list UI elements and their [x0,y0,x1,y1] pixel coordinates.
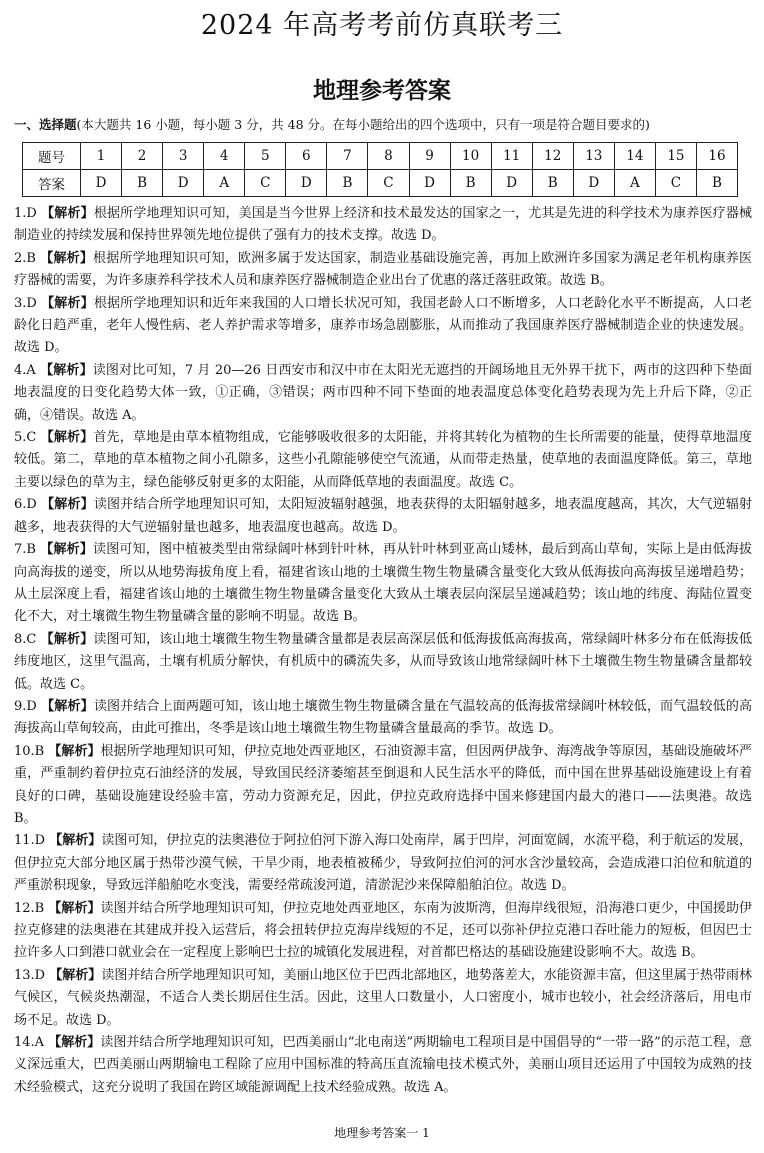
item-text: 读图并结合所学地理知识可知，美丽山地区位于巴西北部地区，地势落差大，水能资源丰富，但这里属于热带雨林气候区，气候炎热潮湿，不适合人类长期居住生活。因此，这里人口数量小，人口密度小，城市也较小，社会经济落后，用电市场不足。故选 D。 [14,967,752,1028]
answer-key-title: 地理参考答案 [313,78,451,104]
answer-cell: B [532,170,573,197]
question-number-cell: 10 [450,143,491,170]
analysis-tag: 【解析】 [49,833,102,849]
question-number-cell: 3 [163,143,204,170]
row-header-number: 题号 [23,143,81,170]
answer-cell: D [409,170,450,197]
item-text: 读图可知，该山地土壤微生物生物量磷含量都是表层高深层低和低海拔低高海拔高，常绿阔叶林多分布在低海拔低纬度地区，这里气温高，土壤有机质分解快，有机质中的磷流失多，从而导致该山地常绿阔叶林下土壤微生物生物量磷含量都较低。故选 C。 [14,631,752,692]
page-footer: 地理参考答案一 1 [334,1126,430,1140]
item-text: 根据所学地理知识可知，欧洲多属于发达国家，制造业基础设施完善，再加上欧洲许多国家为满足老年机构康养医疗器械的需要，为许多康养科学技术人员和康养医疗器械制造企业出台了优惠的落迁落驻政策。故选 B。 [14,250,752,289]
item-number: 5.C [14,430,37,446]
analysis-tag: 【解析】 [49,967,102,983]
explanation-item [14,830,752,897]
item-number: 13.D [14,967,46,983]
analysis-tag: 【解析】 [48,900,101,916]
exam-title: 2024 年高考考前仿真联考三 [200,10,564,41]
answer-cell: D [573,170,614,197]
analysis-tag: 【解析】 [41,497,94,513]
analysis-tag: 【解析】 [40,542,94,558]
question-number-cell: 1 [81,143,122,170]
item-text: 读图并结合所学地理知识可知，巴西美丽山“北电南送”两期输电工程项目是中国倡导的“一带一路”的示范工程，意义深远重大，巴西美丽山两期输电工程除了应用中国标准的特高压直流输电技术模式外，美丽山项目还运用了中国较为成熟的技术经验模式，这充分说明了我国在跨区域能源调配上技术经验成熟。故选 A。 [14,1035,752,1095]
analysis-tag: 【解析】 [40,250,94,266]
explanation-item [14,293,752,360]
item-number: 12.B [14,900,45,916]
explanation-item [14,965,752,1032]
answer-cell: B [327,170,368,197]
explanation-item [14,427,752,494]
question-number-cell: 11 [491,143,532,170]
item-number: 6.D [14,497,37,513]
item-text: 读图并结合所学地理知识可知，伊拉克地处西亚地区，东南为波斯湾，但海岸线很短，沿海港口更少，中国援助伊拉克修建的法奥港在其建成并投入运营后，将会扭转伊拉克海岸线短的不足，还可以弥补伊拉克港口吞吐能力的短板，但因巴士拉许多人口到港口就业会在一定程度上影响巴士拉的城镇化发展进程，对首都巴格达的基础设施建设影响不大。故选 B。 [14,900,752,961]
item-number: 2.B [14,250,36,266]
item-number: 14.A [14,1035,45,1051]
item-number: 3.D [14,295,37,311]
item-number: 10.B [14,743,45,759]
question-number-cell: 4 [204,143,245,170]
explanation-item [14,898,752,965]
item-text: 读图可知，图中植被类型由常绿阔叶林到针叶林，再从针叶林到亚高山矮林，最后到高山草甸，实际上是由低海拔向高海拔的递变，所以从地势海拔角度上看，福建省该山地的土壤微生物生物量磷含量变化大致从低海拔向高海拔呈递增趋势；从土层深度上看，福建省该山地的土壤微生物生物量磷含量变化大致从土壤表层向深层呈递减趋势；该山地的纬度、海陆位置变化不大，对土壤微生物生物量磷含量的影响不明显。故选 B。 [14,542,752,625]
explanation-list [14,203,752,1099]
item-text: 根据所学地理知识可知，伊拉克地处西亚地区，石油资源丰富，但因两伊战争、海湾战争等原因，基础设施破坏严重，严重制约着伊拉克石油经济的发展，导致国民经济萎缩甚至倒退和人民生活水平的降低，而中国在世界基础设施建设上有着良好的口碑，基础设施建设经验丰富，劳动力资源充足，因此，伊拉克政府选择中国来修建国内最大的港口——法奥港。故选 B。 [14,743,752,826]
question-number-cell: 6 [286,143,327,170]
item-number: 8.C [14,631,37,647]
question-number-cell: 15 [655,143,696,170]
explanation-item [14,696,752,741]
analysis-tag: 【解析】 [41,295,94,311]
question-number-cell: 13 [573,143,614,170]
item-text: 根据所学地理知识和近年来我国的人口增长状况可知，我国老龄人口不断增多，人口老龄化水平不断提高，人口老龄化日趋严重，老年人慢性病、老人养护需求等增多，康养市场急剧膨胀，从而推动了我国康养医疗器械制造企业的快速发展。故选 D。 [14,295,752,356]
answer-cell: B [450,170,491,197]
explanation-item [14,494,752,539]
section-intro [14,116,754,134]
question-number-cell: 2 [122,143,163,170]
section-note: (本大题共 16 小题，每小题 3 分，共 48 分。在每小题给出的四个选项中，只有一项是符合题目要求的) [76,117,650,132]
answer-row [23,170,738,197]
question-number-cell: 5 [245,143,286,170]
item-number: 4.A [14,362,36,378]
analysis-tag: 【解析】 [41,698,94,714]
analysis-tag: 【解析】 [40,362,93,378]
answer-cell: D [286,170,327,197]
item-text: 读图对比可知，7 月 20—26 日西安市和汉中市在太阳光无遮挡的开阔场地且无外界干扰下，两市的这四种下垫面地表温度的日变化趋势大体一致，①正确，③错误；两市四种不同下垫面的地表温度总体变化趋势表现为先上升后下降，②正确，④错误。故选 A。 [14,362,752,423]
question-number-cell: 16 [696,143,737,170]
item-text: 读图并结合所学地理知识可知，太阳短波辐射越强，地表获得的太阳辐射越多，地表温度越高，其次，大气逆辐射越多，地表获得的大气逆辐射量也越多，地表温度也越高。故选 D。 [14,497,752,535]
question-number-cell: 12 [532,143,573,170]
answer-cell: A [614,170,655,197]
explanation-item [14,203,752,248]
answer-cell: B [122,170,163,197]
explanation-item [14,360,752,427]
item-text: 根据所学地理知识可知，美国是当今世界上经济和技术最发达的国家之一，尤其是先进的科学技术为康养医疗器械制造业的持续发展和保持世界领先地位提供了强有力的技术支撑。故选 D。 [14,206,752,244]
answer-cell: B [696,170,737,197]
question-number-cell: 14 [614,143,655,170]
answer-cell: C [655,170,696,197]
item-text: 读图并结合上面两题可知，该山地土壤微生物生物量磷含量在气温较高的低海拔常绿阔叶林较低，而气温较低的高海拔高山草甸较高，由此可推出，冬季是该山地土壤微生物生物量磷含量最高的季节。故选 D。 [14,698,752,737]
item-number: 9.D [14,698,37,714]
explanation-item [14,539,752,629]
analysis-tag: 【解析】 [41,206,94,221]
answer-cell: A [204,170,245,197]
question-number-row [23,143,738,170]
answer-cell: D [163,170,204,197]
explanation-item [14,741,752,831]
question-number-cell: 8 [368,143,409,170]
item-number: 11.D [14,833,46,849]
analysis-tag: 【解析】 [48,743,101,759]
item-text: 首先，草地是由草本植物组成，它能够吸收很多的太阳能，并将其转化为植物的生长所需要的能量，使得草地温度较低。第二，草地的草本植物之间小孔隙多，这些小孔隙能够使空气流通，从而带走热量，使草地的表面温度降低。第三，草地主要以绿色的草为主，绿色能够反射更多的太阳能，从而降低草地的表面温度。故选 C。 [14,430,752,490]
analysis-tag: 【解析】 [40,631,94,647]
row-header-answer: 答案 [23,170,81,197]
analysis-tag: 【解析】 [48,1035,101,1051]
analysis-tag: 【解析】 [40,430,94,446]
answer-cell: C [368,170,409,197]
answer-cell: D [491,170,532,197]
explanation-item [14,1032,752,1099]
answer-cell: C [245,170,286,197]
explanation-item [14,248,752,293]
question-number-cell: 9 [409,143,450,170]
question-number-cell: 7 [327,143,368,170]
item-number: 1.D [14,206,37,221]
answer-cell: D [81,170,122,197]
explanation-item [14,629,752,696]
answer-table [22,142,738,197]
section-label: 一、选择题 [14,117,77,132]
item-text: 读图可知，伊拉克的法奥港位于阿拉伯河下游入海口处南岸，属于凹岸，河面宽阔，水流平稳，利于航运的发展，但伊拉克大部分地区属于热带沙漠气候，干旱少雨，地表植被稀少，导致阿拉伯河的河水含沙量较高，会造成港口泊位和航道的严重淤积现象，导致远洋船舶吃水变浅，需要经常疏浚河道，清淤泥沙来保障船舶泊位。故选 D。 [14,833,752,894]
item-number: 7.B [14,542,36,558]
